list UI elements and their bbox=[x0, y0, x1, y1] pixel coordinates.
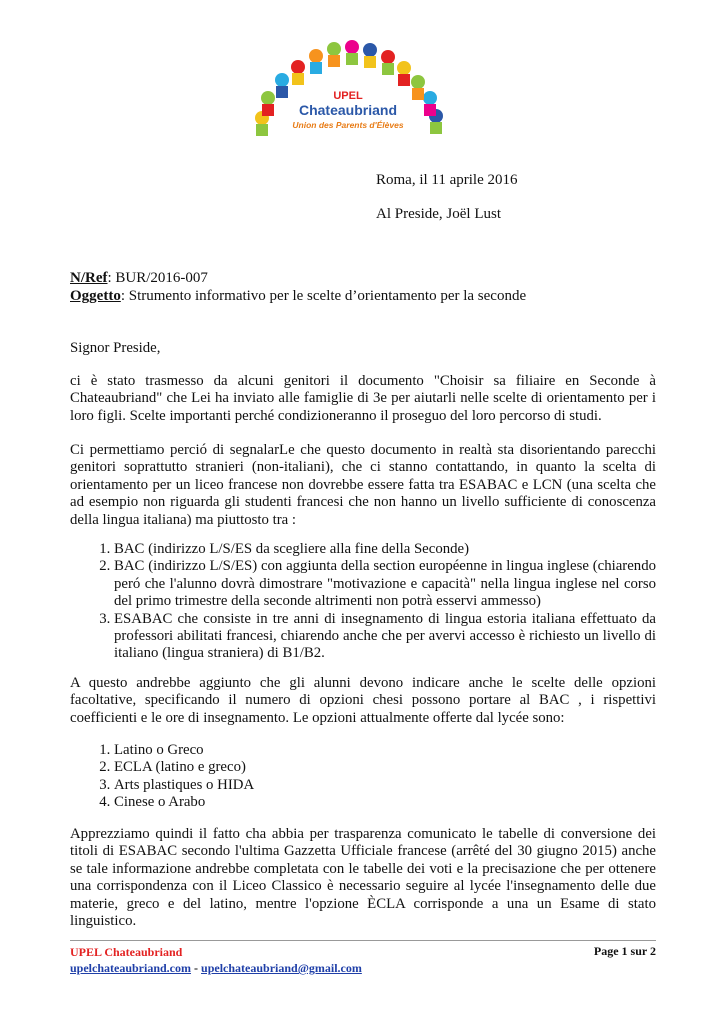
subject-value: : Strumento informativo per le scelte d’orientamento per la seconde bbox=[120, 288, 527, 304]
list-item: 3. Arts plastiques o HIDA bbox=[114, 777, 656, 794]
logo-line2: Chateaubriand bbox=[298, 102, 397, 118]
list-item: 3. ESABAC che consiste in tre anni di insegnamento di lingua estoria italiana effettuato da professori abilitati francesi, chiarendo anche che per avervi accesso è richiesto un livello di italiano (lingua straniera) di B1/B2. bbox=[114, 611, 656, 663]
recipient: Al Preside, Joël Lust bbox=[376, 206, 501, 222]
page-number: Page 1 sur 2 bbox=[593, 944, 656, 958]
place-date: Roma, il 11 aprile 2016 bbox=[376, 172, 518, 188]
logo-line3: Union des Parents d'Élèves bbox=[292, 120, 404, 130]
footer-separator: - bbox=[191, 961, 202, 975]
logo-line1: UPEL bbox=[333, 90, 363, 102]
list-item: 1. BAC (indirizzo L/S/ES da scegliere alla fine della Seconde) bbox=[114, 541, 656, 558]
paragraph-3: A questo andrebbe aggiunto che gli alunni devono indicare anche le scelte delle opzioni facoltative, specificando il numero di opzioni chesi possono portare al BAC , i rispettivi coefficienti e le ore di insegnamento. Le opzioni attualmente offerte dal lycée sono: bbox=[70, 675, 656, 726]
footer-divider bbox=[70, 940, 656, 941]
subject-label: Oggetto bbox=[70, 288, 121, 304]
list-item: 1. Latino o Greco bbox=[114, 742, 656, 759]
list-item: 4. Cinese o Arabo bbox=[114, 794, 656, 811]
optional-subjects-list bbox=[70, 742, 656, 812]
paragraph-4: Apprezziamo quindi il fatto cha abbia per trasparenza comunicato le tabelle di conversione dei titoli di ESABAC secondo l'ultima Gazzetta Ufficiale francese (arrêté del 30 giugno 2015) anche se tale informazione andrebbe completata con le tabelle dei voti e la precisazione che per ottenere una corrispondenza con il Liceo Classico è necessario seguire al lycée l'insegnamento delle due materie, greco e del latino, mentre l'opzione ÈCLA corrisponde a una un Esame di stato linguistico. bbox=[70, 826, 656, 930]
footer-contact bbox=[70, 944, 362, 976]
list-item: 2. BAC (indirizzo L/S/ES) con aggiunta della section européenne in lingua inglese (chiarendo peró che l'alunno dovrà dimostrare "motivazione e capacità" nella lingua inglese nel corso del primo trimestre della seconde altrimenti non potrà esservi ammesso) bbox=[114, 558, 656, 610]
salutation: Signor Preside, bbox=[70, 340, 161, 356]
website-link[interactable]: upelchateaubriand.com bbox=[70, 961, 192, 975]
ref-label: N/Ref bbox=[70, 270, 108, 286]
paragraph-2: Ci permettiamo perció di segnalarLe che questo documento in realtà sta disorientando parecchi genitori soprattutto stranieri (non-italiani), che ci stanno contattando, in quanto la scelta di orientamento per un liceo francese non dovrebbe essere fatta tra ESABAC e LCN (una scelta che ad esempio non riguarda gli studenti francesi che non hanno un livello sufficiente di conoscenza della lingua italiana) ma piuttosto tra : bbox=[70, 442, 656, 528]
upel-logo bbox=[248, 40, 448, 144]
ref-value: : BUR/2016-007 bbox=[107, 270, 208, 286]
subject-line bbox=[70, 288, 526, 305]
reference-line bbox=[70, 270, 208, 287]
email-link[interactable]: upelchateaubriand@gmail.com bbox=[201, 961, 362, 975]
footer-org: UPEL Chateaubriand bbox=[70, 945, 183, 959]
list-item: 2. ECLA (latino e greco) bbox=[114, 759, 656, 776]
paragraph-1: ci è stato trasmesso da alcuni genitori il documento "Choisir sa filiaire en Seconde à Chateaubriand" che Lei ha inviato alle famiglie di 3e per aiutarli nelle scelte di orientamento per i loro figli. Scelte importanti perché condizioneranno il proseguo del loro percorso di studi. bbox=[70, 373, 656, 424]
bac-options-list bbox=[70, 541, 656, 663]
